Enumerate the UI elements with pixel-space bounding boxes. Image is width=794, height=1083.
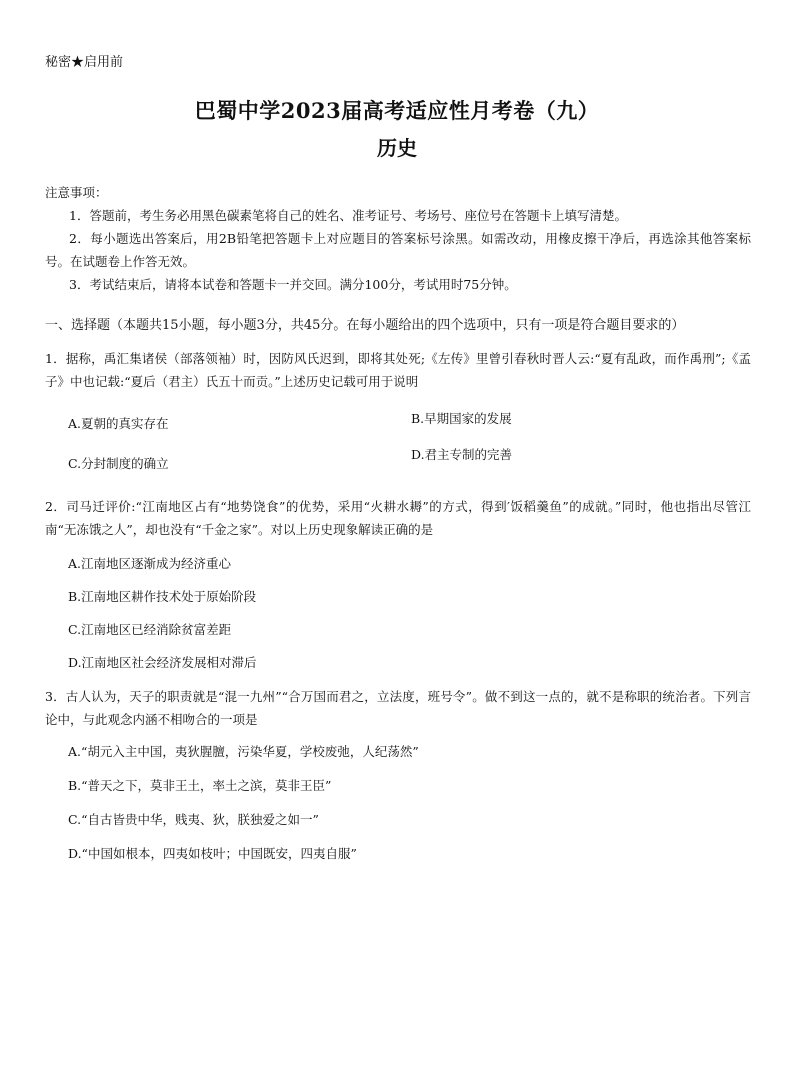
subject-title: 历史 bbox=[377, 136, 417, 160]
option-c[interactable]: C.分封制度的确立 bbox=[68, 456, 169, 471]
question-stem: 3．古人认为，天子的职责就是“混一九州”“合万国而君之，立法度，班号令”。做不到这一点的，就不是称职的统治者。下列言论中，与此观念内涵不相吻合的一项是 bbox=[45, 689, 751, 727]
option-a[interactable]: A.江南地区逐渐成为经济重心 bbox=[68, 556, 232, 571]
notice-item: 3．考试结束后，请将本试卷和答题卡一并交回。满分100分，考试用时75分钟。 bbox=[69, 277, 517, 292]
option-d[interactable]: D.江南地区社会经济发展相对滞后 bbox=[68, 655, 257, 670]
notice-heading: 注意事项： bbox=[45, 185, 108, 200]
option-c[interactable]: C.江南地区已经消除贫富差距 bbox=[68, 622, 232, 637]
exam-title: 巴蜀中学2023届高考适应性月考卷（九） bbox=[194, 98, 600, 123]
question-stem: 2．司马迁评价:“江南地区占有“地势饶食”的优势，采用“火耕水耨”的方式，得到′饭稻羹鱼”的成就。”同时，他也指出尽管江南“无冻饿之人”，却也没有“千金之家”。对以上历史现象解读正确的是 bbox=[45, 499, 751, 537]
notice-list bbox=[45, 204, 751, 296]
section-heading: 一、选择题（本题共15小题，每小题3分，共45分。在每小题给出的四个选项中，只有一项是符合题目要求的） bbox=[45, 318, 685, 333]
option-b[interactable]: B.“普天之下，莫非王土，率土之滨，莫非王臣” bbox=[68, 778, 332, 793]
option-d[interactable]: D.“中国如根本，四夷如枝叶；中国既安，四夷自服” bbox=[68, 846, 357, 861]
option-b[interactable]: B.早期国家的发展 bbox=[411, 411, 512, 426]
option-c[interactable]: C.“自古皆贵中华，贱夷、狄，朕独爱之如一” bbox=[68, 812, 319, 827]
option-a[interactable]: A.“胡元入主中国，夷狄腥膻，污染华夏，学校废弛，人纪荡然” bbox=[68, 744, 419, 759]
notice-item: 2．每小题选出答案后，用2B铅笔把答题卡上对应题目的答案标号涂黑。如需改动，用橡皮擦干净后，再选涂其他答案标号。在试题卷上作答无效。 bbox=[45, 231, 751, 269]
option-d[interactable]: D.君主专制的完善 bbox=[411, 447, 513, 462]
option-b[interactable]: B.江南地区耕作技术处于原始阶段 bbox=[68, 589, 257, 604]
question-stem: 1．据称，禹汇集诸侯（部落领袖）时，因防风氏迟到，即将其处死;《左传》里曾引春秋时晋人云:“夏有乱政，而作禹刑”;《孟子》中也记载:“夏后（君主）氏五十而贡。”上述历史记载可用于说明 bbox=[45, 351, 751, 389]
notice-item: 1．答题前，考生务必用黑色碳素笔将自己的姓名、准考证号、考场号、座位号在答题卡上填写清楚。 bbox=[69, 208, 627, 223]
confidential-label: 秘密★启用前 bbox=[45, 55, 124, 70]
option-a[interactable]: A.夏朝的真实存在 bbox=[68, 416, 169, 431]
